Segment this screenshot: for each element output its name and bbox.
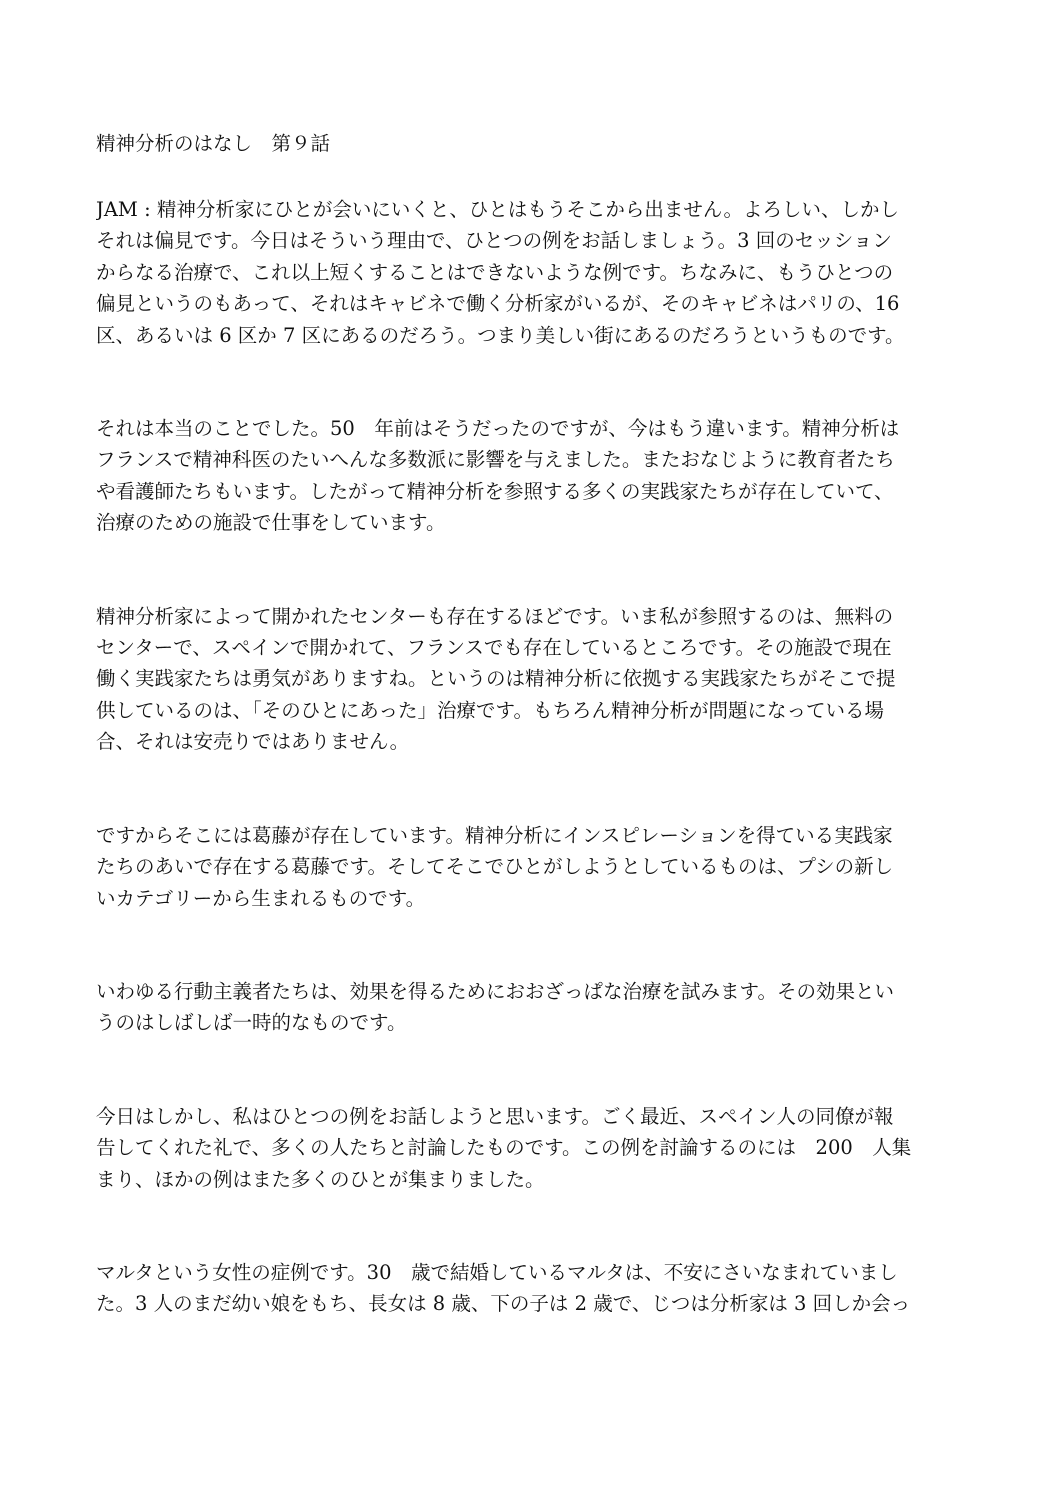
text-line: センターで、スペインで開かれて、フランスでも存在しているところです。その施設で現在 [96,636,892,660]
paragraph-7 [96,1257,964,1320]
text-line: ですからそこには葛藤が存在しています。精神分析にインスピレーションを得ている実践家 [96,823,893,847]
text-line: や看護師たちもいます。したがって精神分析を参照する多くの実践家たちが存在していて、 [96,479,894,503]
document-body [96,128,964,1320]
text-line: 治療のための施設で仕事をしています。 [96,511,446,535]
text-line: 働く実践家たちは勇気がありますね。というのは精神分析に依拠する実践家たちがそこで提 [96,667,896,691]
text-line: 合、それは安売りではありません。 [96,730,410,754]
text-line: 供しているのは、「そのひとにあった」治療です。もちろん精神分析が問題になっている場 [96,698,884,722]
text-line: いわゆる行動主義者たちは、効果を得るためにおおざっぱな治療を試みます。その効果とい [96,979,894,1003]
text-line: それは偏見です。今日はそういう理由で、ひとつの例をお話しましょう。3 回のセッション [96,229,892,253]
text-line: JAM : 精神分析家にひとが会いにいくと、ひとはもうそこから出ません。よろしい、しかし [96,198,900,221]
text-line: たちのあいで存在する葛藤です。そしてそこでひとがしようとしているものは、プシの新し [96,855,894,879]
text-line: からなる治療で、これ以上短くすることはできないような例です。ちなみに、もうひとつの [96,260,894,284]
text-line: 偏見というのもあって、それはキャビネで働く分析家がいるが、そのキャビネはパリの、16 [96,292,900,316]
text-line: た。3 人のまだ幼い娘をもち、長女は 8 歳、下の子は 2 歳で、じつは分析家は 3 回しか会っ [96,1292,911,1316]
text-line: うのはしばしば一時的なものです。 [96,1011,407,1035]
text-line: 精神分析家によって開かれたセンターも存在するほどです。いま私が参照するのは、無料の [96,604,894,628]
paragraph-4 [96,820,964,914]
text-line: 今日はしかし、私はひとつの例をお話しようと思います。ごく最近、スペイン人の同僚が報 [96,1104,894,1128]
paragraph-6 [96,1101,964,1195]
text-line: まり、ほかの例はまた多くのひとが集まりました。 [96,1167,545,1191]
text-line: フランスで精神科医のたいへんな多数派に影響を与えました。またおなじように教育者たち [96,448,895,472]
text-line: それは本当のことでした。50 年前はそうだったのですが、今はもう違います。精神分析は [96,417,900,441]
text-line: 区、あるいは 6 区か 7 区にあるのだろう。つまり美しい街にあるのだろうというものです。 [96,323,905,347]
document-title: 精神分析のはなし 第９話 [96,132,331,155]
text-line: マルタという女性の症例です。30 歳で結婚しているマルタは、不安にさいなまれていまし [96,1260,898,1284]
text-line: 告してくれた礼で、多くの人たちと討論したものです。この例を討論するのには 200 人集 [96,1136,912,1160]
text-line: いカテゴリーから生まれるものです。 [96,886,426,910]
paragraph-5 [96,976,964,1039]
paragraph-1 [96,194,964,351]
paragraph-3 [96,601,964,758]
paragraph-2 [96,413,964,539]
